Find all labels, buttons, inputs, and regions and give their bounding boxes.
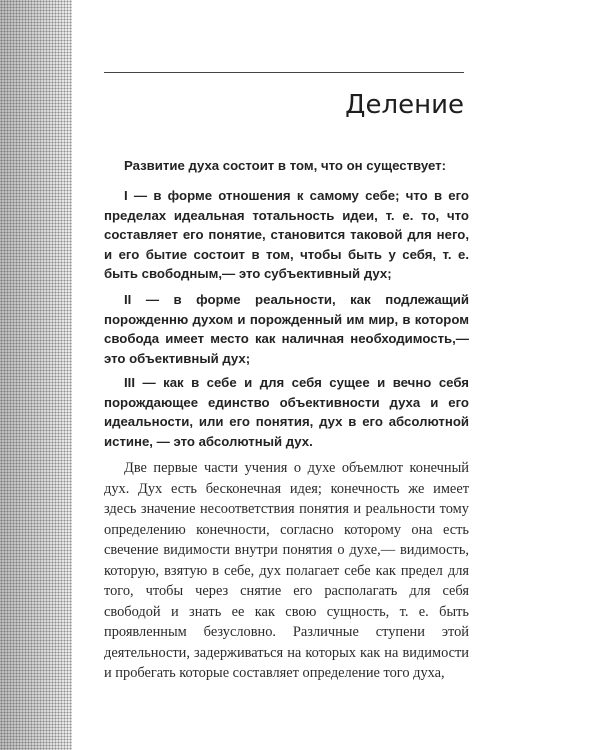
section-title: Деление — [345, 90, 464, 120]
page-edge-halftone — [0, 0, 72, 750]
lead-sentence: Развитие духа состоит в том, что он существует: — [124, 158, 446, 173]
thesis-subjective-spirit: I — в форме отношения к самому себе; что в его пределах идеальная тотальность идеи, т. е. то, что составляет его понятие, становится таковой для него, и его бытие состоит в том, чтобы быть у себя, т. е. быть свободным,— это субъективный дух; — [104, 188, 469, 281]
thesis-absolute-spirit: III — как в себе и для себя сущее и вечно себя порождающее единство объективности духа и его идеальности, или его понятия, дух в его абсолютной истине, — это абсолютный дух. — [104, 375, 469, 449]
body-paragraph: Две первые части учения о духе объемлют конечный дух. Дух есть бесконечная идея; конечность же имеет здесь значение несоответствия понятия и реальности тому определению конечности, согласно которому она есть свечение видимости внутри понятия о духе,— видимость, которую, взятую в себе, дух полагает себе как предел для того, чтобы через снятие его располагать для себя свободой и знать ее как свою сущность, т. е. быть проявленным безусловно. Различные ступени этой деятельности, задерживаться на которых как на видимости и пробегать которые составляет определение того духа, — [104, 460, 469, 681]
section-rule — [104, 72, 464, 73]
thesis-objective-spirit: II — в форме реальности, как подлежащий порожденню духом и порожденный им мир, в котором свобода имеет место как наличная необходимость,— это объективный дух; — [104, 292, 469, 366]
